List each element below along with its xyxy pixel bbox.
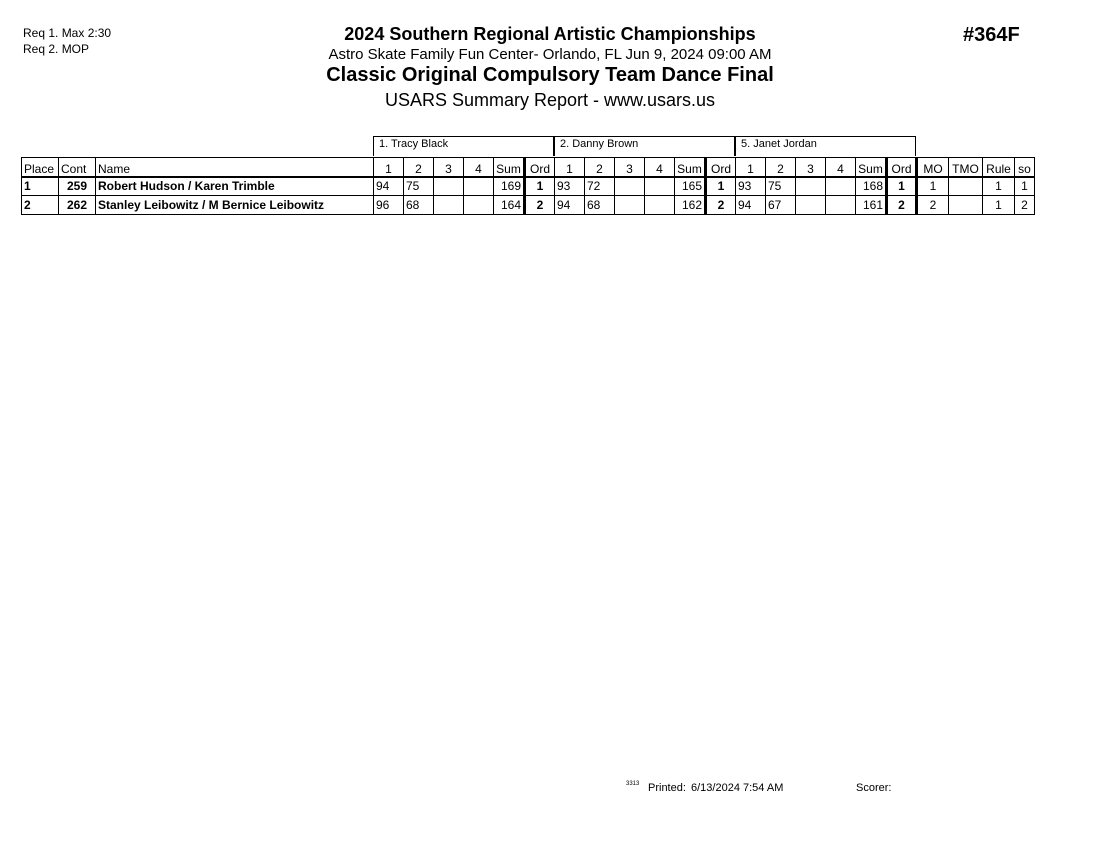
printed-label: Printed: xyxy=(648,782,686,794)
so-cell: 2 xyxy=(1015,196,1035,215)
requirement-1: Req 1. Max 2:30 xyxy=(23,26,112,40)
report-subtitle: USARS Summary Report - www.usars.us xyxy=(384,90,716,110)
ord-cell: 2 xyxy=(887,196,917,215)
score-cell: 94 xyxy=(736,196,766,215)
ord-cell: 2 xyxy=(706,196,736,215)
col-mo: MO xyxy=(917,158,949,177)
sum-cell: 165 xyxy=(675,177,706,196)
table-row xyxy=(22,196,1035,215)
col-j2-s3: 3 xyxy=(615,158,645,177)
sum-cell: 169 xyxy=(494,177,525,196)
col-j3-s2: 2 xyxy=(766,158,796,177)
score-cell xyxy=(615,177,645,196)
col-j2-s4: 4 xyxy=(645,158,675,177)
tmo-cell xyxy=(949,177,983,196)
so-cell: 1 xyxy=(1015,177,1035,196)
col-so: so xyxy=(1015,158,1035,177)
score-cell xyxy=(796,177,826,196)
score-cell: 68 xyxy=(585,196,615,215)
col-name: Name xyxy=(96,158,374,177)
table-row xyxy=(22,177,1035,196)
name-cell: Stanley Leibowitz / M Bernice Leibowitz xyxy=(96,196,374,215)
ord-cell: 2 xyxy=(525,196,555,215)
col-j2-s1: 1 xyxy=(555,158,585,177)
score-cell xyxy=(645,177,675,196)
col-j1-s4: 4 xyxy=(464,158,494,177)
score-cell xyxy=(826,177,856,196)
rule-cell: 1 xyxy=(983,196,1015,215)
col-j3-s4: 4 xyxy=(826,158,856,177)
col-j3-sum: Sum xyxy=(856,158,887,177)
score-cell: 93 xyxy=(555,177,585,196)
judge-header-1: 1. Tracy Black xyxy=(373,136,554,156)
col-place: Place xyxy=(22,158,59,177)
sum-cell: 164 xyxy=(494,196,525,215)
col-j3-s3: 3 xyxy=(796,158,826,177)
col-tmo: TMO xyxy=(949,158,983,177)
score-cell: 75 xyxy=(766,177,796,196)
score-cell: 75 xyxy=(404,177,434,196)
cont-cell: 262 xyxy=(59,196,96,215)
ord-cell: 1 xyxy=(706,177,736,196)
mo-cell: 2 xyxy=(917,196,949,215)
venue-line: Astro Skate Family Fun Center- Orlando, FL Jun 9, 2024 09:00 AM xyxy=(328,46,772,63)
col-j3-s1: 1 xyxy=(736,158,766,177)
results-table xyxy=(21,157,1035,215)
col-rule: Rule xyxy=(983,158,1015,177)
place-cell: 1 xyxy=(22,177,59,196)
scorer-label: Scorer: xyxy=(856,782,892,794)
event-number: #364F xyxy=(963,24,1020,46)
col-j1-s2: 2 xyxy=(404,158,434,177)
score-cell xyxy=(826,196,856,215)
score-cell xyxy=(464,177,494,196)
name-cell: Robert Hudson / Karen Trimble xyxy=(96,177,374,196)
mo-cell: 1 xyxy=(917,177,949,196)
cont-cell: 259 xyxy=(59,177,96,196)
place-cell: 2 xyxy=(22,196,59,215)
sum-cell: 162 xyxy=(675,196,706,215)
col-j1-s1: 1 xyxy=(374,158,404,177)
score-cell: 67 xyxy=(766,196,796,215)
col-j1-s3: 3 xyxy=(434,158,464,177)
score-cell: 94 xyxy=(555,196,585,215)
header-row xyxy=(22,158,1035,177)
col-j3-ord: Ord xyxy=(887,158,917,177)
score-cell xyxy=(796,196,826,215)
score-cell: 94 xyxy=(374,177,404,196)
col-j2-ord: Ord xyxy=(706,158,736,177)
score-cell: 68 xyxy=(404,196,434,215)
score-cell: 72 xyxy=(585,177,615,196)
event-title: Classic Original Compulsory Team Dance Final xyxy=(326,64,774,86)
requirement-2: Req 2. MOP xyxy=(23,42,90,56)
ord-cell: 1 xyxy=(525,177,555,196)
judge-header-2: 2. Danny Brown xyxy=(554,136,735,156)
sum-cell: 168 xyxy=(856,177,887,196)
score-cell xyxy=(645,196,675,215)
score-cell xyxy=(434,177,464,196)
rule-cell: 1 xyxy=(983,177,1015,196)
col-cont: Cont xyxy=(59,158,96,177)
printed-date: 6/13/2024 7:54 AM xyxy=(691,782,784,794)
score-cell xyxy=(464,196,494,215)
col-j2-sum: Sum xyxy=(675,158,706,177)
tmo-cell xyxy=(949,196,983,215)
score-cell: 96 xyxy=(374,196,404,215)
page-title: 2024 Southern Regional Artistic Championships xyxy=(344,24,756,44)
score-cell xyxy=(615,196,645,215)
judge-header-3: 5. Janet Jordan xyxy=(735,136,916,156)
score-cell xyxy=(434,196,464,215)
col-j1-ord: Ord xyxy=(525,158,555,177)
col-j1-sum: Sum xyxy=(494,158,525,177)
sum-cell: 161 xyxy=(856,196,887,215)
score-cell: 93 xyxy=(736,177,766,196)
ord-cell: 1 xyxy=(887,177,917,196)
col-j2-s2: 2 xyxy=(585,158,615,177)
footer-code: 3313 xyxy=(626,781,640,787)
